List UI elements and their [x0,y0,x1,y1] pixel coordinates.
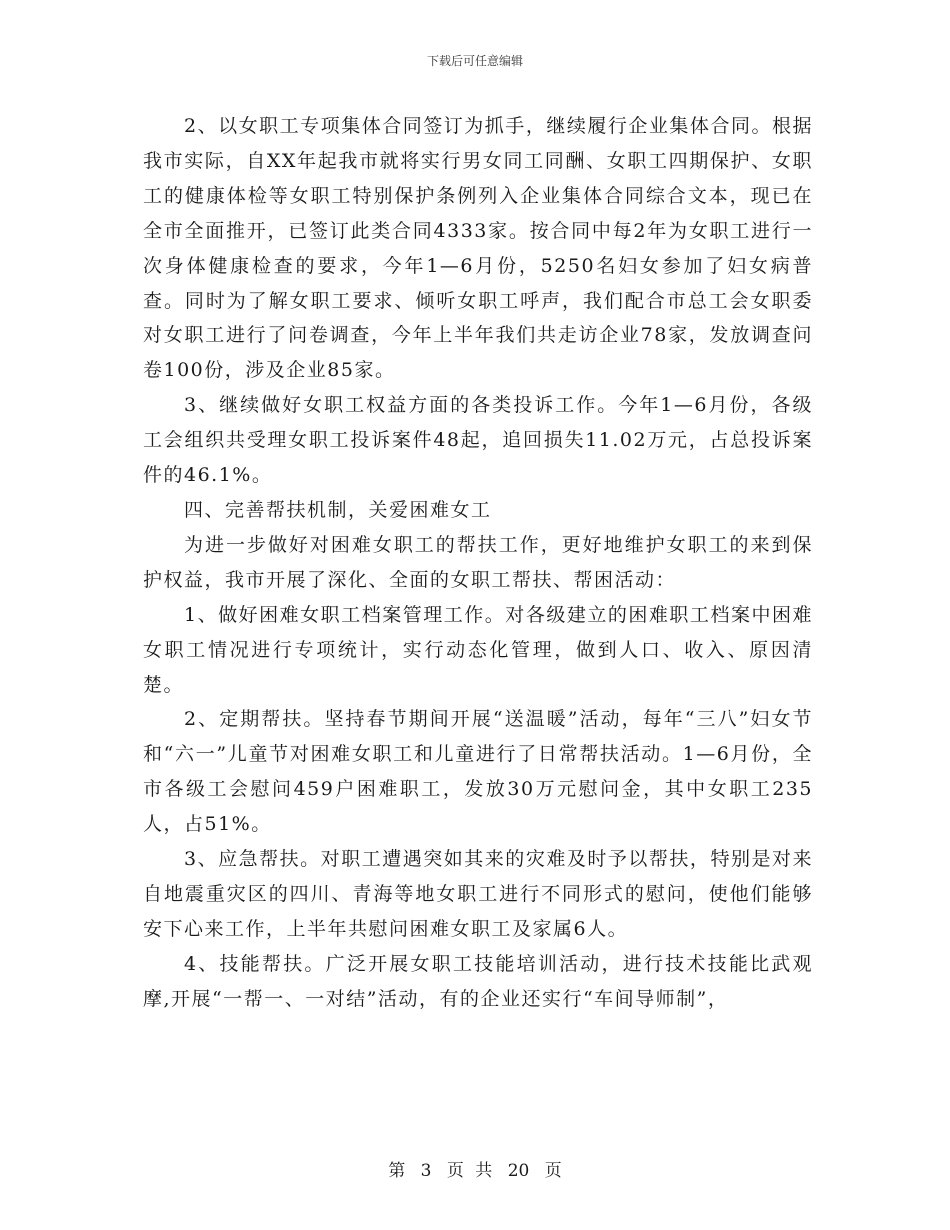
total-page-count: 20 [507,1161,530,1181]
paragraph-contract: 2、以女职工专项集体合同签订为抓手，继续履行企业集体合同。根据我市实际，自XX年起我市就将实行男女同工同酬、女职工四期保护、女职工的健康体检等女职工特别保护条例列入企业集体合同综合文本，现已在全市全面推开，已签订此类合同4333家。按合同中每2年为女职工进行一次身体健康检查的要求，今年1—6月份，5250名妇女参加了妇女病普查。同时为了解女职工要求、倾听女职工呼声，我们配合市总工会女职委对女职工进行了问卷调查，今年上半年我们共走访企业78家，发放调查问卷100份，涉及企业85家。 [143,115,813,382]
footer-middle: 页 共 [446,1161,493,1181]
paragraph-skill-assistance: 4、技能帮扶。广泛开展女职工技能培训活动，进行技术技能比武观摩,开展“一帮一、一对结”活动，有的企业还实行“车间导师制”， [143,952,813,1010]
document-body [143,109,813,1017]
footer-prefix: 第 [388,1161,406,1181]
paragraph-assistance-intro: 为进一步做好对困难女职工的帮扶工作，更好地维护女职工的来到保护权益，我市开展了深化、全面的女职工帮扶、帮困活动： [143,533,813,591]
section-heading-assistance: 四、完善帮扶机制，关爱困难女工 [184,498,492,521]
paragraph-archive-management: 1、做好困难女职工档案管理工作。对各级建立的困难职工档案中困难女职工情况进行专项统计，实行动态化管理，做到人口、收入、原因清楚。 [143,603,813,696]
paragraph-complaints: 3、继续做好女职工权益方面的各类投诉工作。今年1—6月份，各级工会组织共受理女职工投诉案件48起，追回损失11.02万元，占总投诉案件的46.1%。 [143,394,813,487]
paragraph-regular-assistance: 2、定期帮扶。坚持春节期间开展“送温暖”活动，每年“三八”妇女节和“六一”儿童节对困难女职工和儿童进行了日常帮扶活动。1—6月份，全市各级工会慰问459户困难职工，发放30万元慰问金，其中女职工235人，占51%。 [143,708,813,836]
footer-suffix: 页 [544,1161,562,1181]
current-page-number: 3 [420,1161,432,1181]
page-footer [0,1156,950,1181]
paragraph-emergency-assistance: 3、应急帮扶。对职工遭遇突如其来的灾难及时予以帮扶，特别是对来自地震重灾区的四川、青海等地女职工进行不同形式的慰问，使他们能够安下心来工作，上半年共慰问困难女职工及家属6人。 [143,848,813,940]
page-header-note: 下载后可任意编辑 [426,54,523,68]
